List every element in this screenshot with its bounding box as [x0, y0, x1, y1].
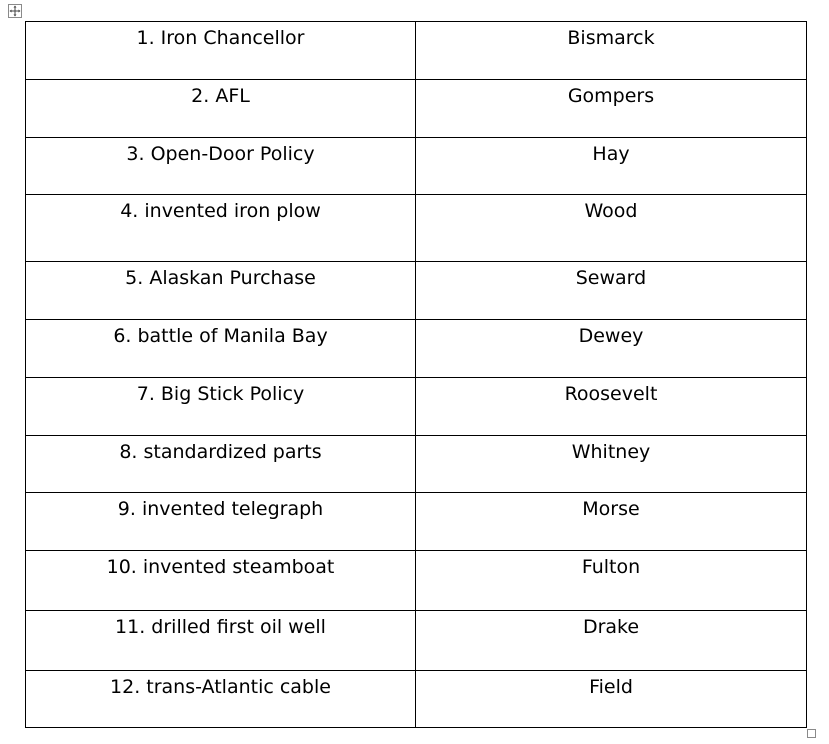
term-cell[interactable]: 12. trans-Atlantic cable: [26, 671, 416, 728]
table-row: [26, 551, 807, 611]
answer-cell[interactable]: Hay: [416, 138, 807, 195]
term-cell[interactable]: 8. standardized parts: [26, 436, 416, 493]
answer-cell[interactable]: Fulton: [416, 551, 807, 611]
table-row: [26, 320, 807, 378]
term-cell[interactable]: 6. battle of Manila Bay: [26, 320, 416, 378]
answer-cell[interactable]: Wood: [416, 195, 807, 262]
table-row: [26, 195, 807, 262]
term-cell[interactable]: 9. invented telegraph: [26, 493, 416, 551]
table-move-handle-icon[interactable]: [8, 4, 22, 18]
table-row: [26, 436, 807, 493]
term-cell[interactable]: 1. Iron Chancellor: [26, 22, 416, 80]
table-resize-handle-icon[interactable]: [807, 729, 816, 738]
table-row: [26, 493, 807, 551]
answer-cell[interactable]: Whitney: [416, 436, 807, 493]
table-row: [26, 22, 807, 80]
term-cell[interactable]: 2. AFL: [26, 80, 416, 138]
table-row: [26, 80, 807, 138]
move-arrows-icon: [9, 5, 21, 17]
term-cell[interactable]: 3. Open-Door Policy: [26, 138, 416, 195]
answer-cell[interactable]: Roosevelt: [416, 378, 807, 436]
answer-cell[interactable]: Bismarck: [416, 22, 807, 80]
term-cell[interactable]: 4. invented iron plow: [26, 195, 416, 262]
answer-cell[interactable]: Gompers: [416, 80, 807, 138]
term-cell[interactable]: 10. invented steamboat: [26, 551, 416, 611]
term-cell[interactable]: 11. drilled first oil well: [26, 611, 416, 671]
table-row: [26, 611, 807, 671]
answer-cell[interactable]: Dewey: [416, 320, 807, 378]
answer-cell[interactable]: Drake: [416, 611, 807, 671]
term-cell[interactable]: 7. Big Stick Policy: [26, 378, 416, 436]
answer-cell[interactable]: Morse: [416, 493, 807, 551]
answer-cell[interactable]: Seward: [416, 262, 807, 320]
matching-table: [25, 21, 807, 728]
table-row: [26, 138, 807, 195]
answer-cell[interactable]: Field: [416, 671, 807, 728]
table-row: [26, 378, 807, 436]
table-row: [26, 671, 807, 728]
table-row: [26, 262, 807, 320]
term-cell[interactable]: 5. Alaskan Purchase: [26, 262, 416, 320]
